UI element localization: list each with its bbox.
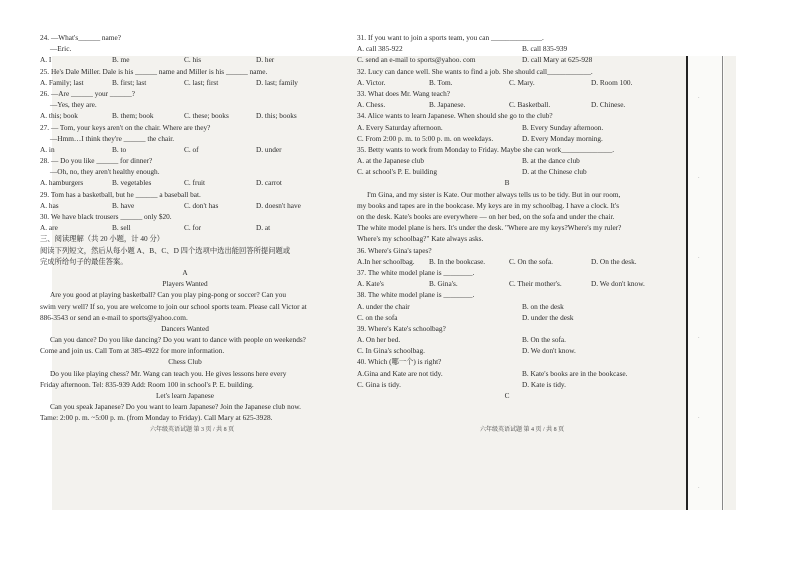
answer-option: D. We don't know. [591, 279, 645, 289]
answer-option: C. at school's P. E. building [357, 167, 437, 177]
option-row [40, 177, 330, 188]
margin-mark: · [698, 336, 700, 341]
section-heading: C [504, 391, 510, 400]
option-row [357, 166, 657, 177]
answer-option: C. send an e-mail to sports@yahoo. com [357, 55, 476, 65]
text-line: Can you dance? Do you like dancing? Do you want to dance with people on weekends? [50, 335, 306, 345]
answer-option: B. to [112, 144, 127, 154]
text-line: Come and join us. Call Tom at 385-4922 for more information. [40, 346, 225, 356]
answer-option: B. me [112, 55, 130, 65]
answer-option: A. hamburgers [40, 178, 84, 188]
text-line: 31. If you want to join a sports team, you can ______________. [357, 33, 544, 42]
answer-option: D. doesn't have [256, 200, 301, 210]
text-line: 40. Which (哪一个) is right? [357, 357, 442, 367]
answer-option: C. these; books [184, 111, 229, 121]
text-line: Friday afternoon. Tel: 835-939 Add: Room 100 in school's P. E. building. [40, 379, 254, 389]
right-column [357, 32, 657, 401]
option-row [357, 345, 657, 356]
text-line: Tame: 2:00 p. m. ~5:00 p. m. (from Monday to Friday). Call Mary at 625-3928. [40, 413, 273, 423]
section-heading: B [504, 178, 510, 188]
answer-option: A. under the chair [357, 301, 410, 311]
answer-option: A. Victor. [357, 77, 386, 87]
answer-option: D. last; family [256, 77, 298, 87]
answer-option: C. On the sofa. [509, 256, 553, 266]
answer-option: B. them; book [112, 111, 154, 121]
answer-option: D. We don't know. [522, 346, 576, 356]
option-row [40, 200, 330, 211]
answer-option: B. In the bookcase. [429, 256, 486, 266]
option-row [357, 43, 657, 54]
text-line: The white model plane is hers. It's under the desk. "Where are my keys?Where's my ruler? [357, 223, 622, 233]
answer-option: A. this; book [40, 111, 78, 121]
text-line: 32. Lucy can dance well. She wants to find a job. She should call____________. [357, 66, 593, 76]
answer-option: B. call 835-939 [522, 44, 568, 54]
text-line: —Yes, they are. [50, 100, 97, 110]
answer-option: C. on the sofa [357, 312, 398, 322]
text-line: 完成所给句子的最佳答案。 [40, 256, 128, 266]
option-row [357, 122, 657, 133]
answer-option: B. first; last [112, 77, 147, 87]
answer-option: C. Basketball. [509, 100, 551, 110]
option-row [357, 379, 657, 390]
option-row [357, 133, 657, 144]
section-heading: Dancers Wanted [161, 323, 209, 333]
answer-option: C. Their mother's. [509, 279, 562, 289]
answer-option: C. don't has [184, 200, 219, 210]
answer-option: B. at the dance club [522, 156, 580, 166]
margin-mark: · [698, 96, 700, 101]
text-line: Do you like playing chess? Mr. Wang can teach you. He gives lessons here every [50, 368, 287, 378]
option-row [357, 99, 657, 110]
answer-option: A.Gina and Kate are not tidy. [357, 368, 443, 378]
answer-option: C. of [184, 144, 199, 154]
answer-option: A. in [40, 144, 55, 154]
section-heading: Chess Club [168, 357, 202, 367]
text-line: Where's my schoolbag?" Kate always asks. [357, 234, 484, 244]
text-line: —Oh, no, they aren't healthy enough. [50, 167, 160, 177]
right-page-footer: 六年级英语试题 第 4 页 / 共 8 页 [480, 427, 565, 433]
option-row [357, 334, 657, 345]
answer-option: D. Kate is tidy. [522, 379, 566, 389]
answer-option: D. under the desk [522, 312, 574, 322]
answer-option: A. I [40, 55, 52, 65]
answer-option: C. last; first [184, 77, 219, 87]
section-heading: A [182, 267, 188, 277]
margin-mark: · [698, 486, 700, 491]
answer-option: A. has [40, 200, 59, 210]
text-line: 36. Where's Gina's tapes? [357, 245, 432, 255]
text-line: I'm Gina, and my sister is Kate. Our mother always tells us to be tidy. But in our room, [367, 189, 621, 199]
text-line: swim very well? If so, you are welcome to join our school sports team. Please call Victor at [40, 301, 307, 311]
answer-option: B. Kate's books are in the bookcase. [522, 368, 628, 378]
answer-option: C. Gina is tidy. [357, 379, 401, 389]
answer-option: D. Chinese. [591, 100, 626, 110]
answer-option: B. On the sofa. [522, 335, 566, 345]
section-heading: Let's learn Japanese [155, 391, 215, 400]
option-row [40, 144, 330, 155]
option-row [40, 77, 330, 88]
text-line: 26. —Are ______ your ______? [40, 88, 136, 98]
answer-option: C. From 2:00 p. m. to 5:00 p. m. on weekdays. [357, 133, 494, 143]
margin-mark: · [698, 256, 700, 261]
text-line: Are you good at playing basketball? Can you play ping-pong or soccer? Can you [50, 290, 287, 300]
text-line: 28. — Do you like ______ for dinner? [40, 156, 153, 166]
option-row [357, 312, 657, 323]
answer-option: D. On the desk. [591, 256, 637, 266]
answer-option: B. have [112, 200, 135, 210]
answer-option: C. fruit [184, 178, 206, 188]
answer-option: B. on the desk [522, 301, 564, 311]
text-line: —Hmm…I think they're ______ the chair. [50, 133, 175, 143]
binding-margin [686, 56, 724, 510]
text-line: 30. We have black trousers ______ only $20. [40, 212, 172, 221]
answer-option: D. her [256, 55, 275, 65]
margin-mark: · [698, 176, 700, 181]
text-line: 35. Betty wants to work from Monday to Friday. Maybe she can work______________. [357, 144, 615, 154]
option-row [357, 368, 657, 379]
answer-option: B. Tom. [429, 77, 453, 87]
option-row [357, 301, 657, 312]
answer-option: D. at [256, 223, 271, 233]
answer-option: A. Chess. [357, 100, 386, 110]
answer-option: D. at the Chinese club [522, 167, 587, 177]
answer-option: D. Room 100. [591, 77, 633, 87]
answer-option: D. Every Monday morning. [522, 133, 603, 143]
text-line: 33. What does Mr. Wang teach? [357, 88, 450, 98]
answer-option: C. Mary. [509, 77, 535, 87]
answer-option: B. Gina's. [429, 279, 458, 289]
text-line: 39. Where's Kate's schoolbag? [357, 323, 446, 333]
section-heading: Players Wanted [162, 279, 208, 289]
text-line: —Eric. [50, 44, 72, 54]
answer-option: B. vegetables [112, 178, 152, 188]
answer-option: C. for [184, 223, 202, 233]
text-line: 阅读下列短文，然后从每小题 A、B、C、D 四个选项中选出能回答所提问题或 [40, 245, 291, 255]
answer-option: A. at the Japanese club [357, 156, 425, 166]
option-row [40, 54, 330, 65]
answer-option: A. On her bed. [357, 335, 401, 345]
option-row [40, 110, 330, 121]
answer-option: D. under [256, 144, 282, 154]
answer-option: D. carrot [256, 178, 282, 188]
answer-option: A. Every Saturday afternoon. [357, 122, 443, 132]
binding-line [722, 56, 723, 510]
text-line: my books and tapes are in the bookcase. My keys are in my schoolbag. I have a clock. It's [357, 200, 620, 210]
option-row [357, 155, 657, 166]
margin-mark: · [698, 416, 700, 421]
text-line: 25. He's Dale Miller. Dale is his ______ name and Miller is his ______ name. [40, 66, 268, 76]
text-line: 29. Tom has a basketball, but he ______ a baseball bat. [40, 189, 201, 199]
answer-option: B. sell [112, 223, 131, 233]
text-line: on the desk. Kate's books are everywhere — on her bed, on the sofa and under the chair. [357, 212, 615, 221]
answer-option: A. Family; last [40, 77, 84, 87]
answer-option: A. are [40, 223, 58, 233]
text-line: 三、阅读理解（共 20 小题，计 40 分） [40, 234, 165, 244]
option-row [357, 278, 657, 289]
text-line: Can you speak Japanese? Do you want to learn Japanese? Join the Japanese club now. [50, 402, 301, 412]
left-page-footer: 六年级英语试题 第 3 页 / 共 8 页 [150, 427, 235, 433]
left-column [40, 32, 330, 424]
text-line: 37. The white model plane is ________. [357, 267, 475, 277]
answer-option: A. call 385-922 [357, 44, 403, 54]
answer-option: A.In her schoolbag. [357, 256, 415, 266]
answer-option: D. call Mary at 625-928 [522, 55, 593, 65]
answer-option: B. Japanese. [429, 100, 466, 110]
answer-option: A. Kate's [357, 279, 384, 289]
answer-option: B. Every Sunday afternoon. [522, 122, 604, 132]
option-row [357, 54, 657, 65]
option-row [357, 256, 657, 267]
answer-option: C. his [184, 55, 202, 65]
text-line: 24. —What's______ name? [40, 33, 121, 42]
text-line: 34. Alice wants to learn Japanese. When should she go to the club? [357, 111, 553, 121]
option-row [40, 222, 330, 233]
answer-option: C. In Gina's schoolbag. [357, 346, 425, 356]
option-row [357, 77, 657, 88]
text-line: 27. — Tom, your keys aren't on the chair. Where are they? [40, 122, 211, 132]
text-line: 38. The white model plane is ________. [357, 290, 475, 300]
text-line: 886-3543 or send an e-mail to sports@yahoo.com. [40, 312, 188, 322]
answer-option: D. this; books [256, 111, 297, 121]
